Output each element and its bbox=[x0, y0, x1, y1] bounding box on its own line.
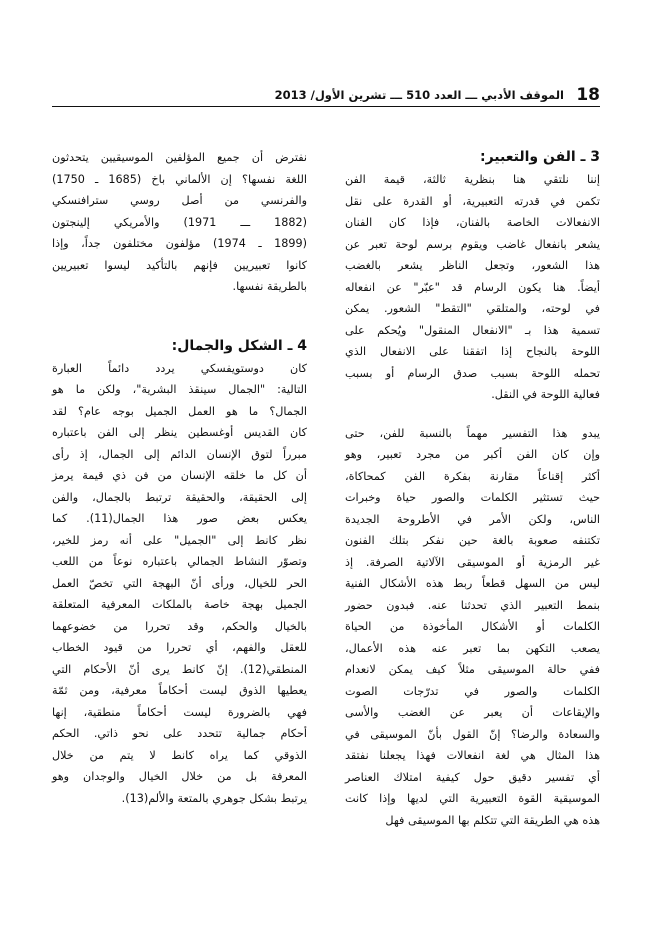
text-line: المنطقي(12). إنّ كانط يرى أنّ الأحكام التي bbox=[52, 662, 307, 676]
text-line: يرتبط بشكل جوهري بالمتعة والألم(13). bbox=[121, 791, 307, 805]
text-line: تحمله اللوحة بسبب صدق الرسام أو بسبب bbox=[345, 366, 600, 380]
text-line: كانوا تعبيريين فإنهم بالتأكيد ليسوا تعبيريين bbox=[52, 258, 307, 272]
text-line: تكتنفه صعوبة بالغة حين نفكر بتلك الفنون bbox=[345, 534, 600, 547]
text-line: (1882 ـــ 1971) والأمريكي إلينجتون bbox=[52, 215, 307, 229]
text-line: أحكام جمالية تتحدد على نحو ذاتي. الحكم bbox=[52, 727, 307, 740]
text-line: إلى الحقيقة، والحقيقة ترتبط بالجمال، والفن bbox=[52, 490, 307, 504]
text-line: المعرفة بل من خلال الخيال والوجدان وهو bbox=[52, 770, 307, 783]
text-line: كان دوستويفسكي يردد دائماً العبارة bbox=[52, 361, 307, 375]
text-line: هذه هي الطريقة التي تتكلم بها الموسيقى فهل bbox=[385, 813, 600, 827]
section-heading-form-and-beauty: 4 ـ الشكل والجمال: bbox=[171, 337, 307, 354]
text-line: بنمط التعبير الذي تحدثنا عنه. فبدون حضور bbox=[345, 598, 600, 612]
text-line: الموسيقية القوة التعبيرية التي لديها وإذا كانت bbox=[345, 792, 600, 805]
paragraph bbox=[52, 147, 307, 298]
text-line: أيضاً. هنا يكون الرسام قد "عبّر" عن انفعاله bbox=[345, 280, 600, 294]
text-line: إننا نلتقي هنا بنظرية ثالثة، قيمة الفن bbox=[345, 173, 600, 186]
running-head: الموقف الأدبي ـــ العدد 510 ـــ تشرين الأول/ 2013 bbox=[274, 88, 564, 102]
section-heading-art-and-expression: 3 ـ الفن والتعبير: bbox=[480, 149, 600, 165]
paragraph bbox=[52, 358, 307, 810]
text-line: يصعب التكهن بما تعبر عنه هذه الأعمال، bbox=[345, 641, 600, 655]
text-line: الناس، ولكن الأمر في الأطروحة الجديدة bbox=[345, 512, 600, 526]
text-line: وإن كان الفن أكبر من مجرد تعبير، وهو bbox=[345, 448, 600, 461]
text-line: فهي بالضرورة ليست أحكاماً منطقية، إنها bbox=[52, 705, 307, 719]
text-line: الانفعالات الخاصة بالفنان، فإذا كان الفنان bbox=[345, 216, 600, 229]
text-line: كان القديس أوغسطين ينظر إلى الفن باعتباره bbox=[52, 426, 307, 439]
text-line: بالخيال والحكم، وقد تحررا من خضوعهما bbox=[52, 619, 307, 633]
text-line: ففي حالة الموسيقى مثلاً كيف يمكن لانعدام bbox=[345, 663, 600, 676]
text-line: الكلمات أو الأشكال المأخوذة من الحياة bbox=[345, 620, 600, 633]
text-line: نفترض أن جميع المؤلفين الموسيقيين يتحدثون bbox=[52, 151, 307, 164]
text-line: حيث تستثير الكلمات والصور حياة وخبرات bbox=[345, 491, 600, 504]
text-line: بالطريقة نفسها. bbox=[232, 280, 307, 293]
header-rule bbox=[52, 106, 600, 107]
text-line: يعكس بعض صور هذا الجمال(11). كما bbox=[52, 512, 307, 525]
text-line: يشعر بانفعال غاضب ويقوم برسم لوحة تعبر عن bbox=[345, 237, 600, 251]
text-line: الحر للخيال، ورأى أنّ البهجة التي تخصّ العمل bbox=[52, 576, 307, 590]
right-column bbox=[345, 147, 600, 831]
text-line: أكثر إقناعاً مقارنة بفكرة الفن كمحاكاة، bbox=[345, 469, 600, 483]
page-header bbox=[52, 84, 600, 106]
text-line: والإيقاعات أن يعبر عن الغضب والأسى bbox=[345, 706, 600, 719]
left-column bbox=[52, 147, 307, 809]
text-line: ليس من السهل قطعاً ربط هذه الأشكال الفنية bbox=[345, 577, 600, 590]
text-line: في لوحته، والمتلقي "التقط" الشعور. يمكن bbox=[345, 302, 600, 315]
text-line: (1899 ـ 1974) مؤلفون مختلفون جداً، وإذا bbox=[52, 237, 308, 250]
text-line: هذا الشعور، وتجعل الناظر يشعر بالغضب bbox=[345, 259, 600, 272]
text-line: أن كل ما خلقه الإنسان من فن ذي قيمة يرمز bbox=[52, 469, 307, 482]
text-line: الجمال؟ ما هو العمل الجميل بوجه عام؟ لقد bbox=[52, 404, 307, 418]
text-line: للعقل والفهم، أي تحررا من قيود الخطاب bbox=[52, 641, 307, 654]
text-line: هذا المثال هي لغة انفعالات فهذا يجعلنا نفتقد bbox=[345, 749, 600, 762]
text-line: والفرنسي من أصل روسي سترافنسكي bbox=[52, 194, 307, 207]
text-line: يعطيها الذوق ليست أحكاماً معرفية، ومن ثمّة bbox=[52, 684, 307, 697]
text-line: اللوحة بالنجاح إذا اتفقنا على الانفعال الذي bbox=[345, 345, 600, 358]
text-line: الجميل بهجة خاصة بالملكات المعرفية المتعلقة bbox=[52, 598, 307, 611]
text-line: نظر كانط إلى "الجميل" على أنه رمز للخير، bbox=[52, 533, 307, 547]
text-line: غير الرمزية أو الموسيقى الآلاتية الصرفة. إذ bbox=[345, 555, 600, 569]
text-line: تكمن في قدرته التعبيرية، أو القدرة على نقل bbox=[345, 194, 600, 208]
paragraph bbox=[345, 423, 600, 832]
text-line: وتصوّر النشاط الجمالي باعتباره نوعاً من اللعب bbox=[52, 555, 307, 568]
text-line: مبرراً لتوق الإنسان الدائم إلى الجمال، إذ رأى bbox=[52, 447, 307, 461]
text-line: فعالية اللوحة في النقل. bbox=[491, 388, 600, 401]
text-line: الكلمات والصور في تدرّجات الصوت bbox=[345, 684, 600, 698]
text-line: اللغة نفسها؟ إن الألماني باخ (1685 ـ 1750) bbox=[52, 172, 307, 186]
text-line: تسمية هذا بـ "الانفعال المنقول" ويُحكم على bbox=[345, 323, 600, 337]
text-line: الذوقي كما يراه كانط لا يتم من خلال bbox=[52, 748, 307, 762]
text-line: التالية: "الجمال سينقذ البشرية"، ولكن ما هو bbox=[52, 383, 307, 396]
text-line: والسعادة والرضا؟ إنّ القول بأنّ الموسيقى في bbox=[345, 727, 600, 741]
paragraph bbox=[345, 169, 600, 406]
text-line: أي تفسير دقيق حول كيفية امتلاك العناصر bbox=[345, 770, 600, 784]
page-number: 18 bbox=[576, 85, 600, 105]
text-line: يبدو هذا التفسير مهماً بالنسبة للفن، حتى bbox=[345, 426, 600, 440]
